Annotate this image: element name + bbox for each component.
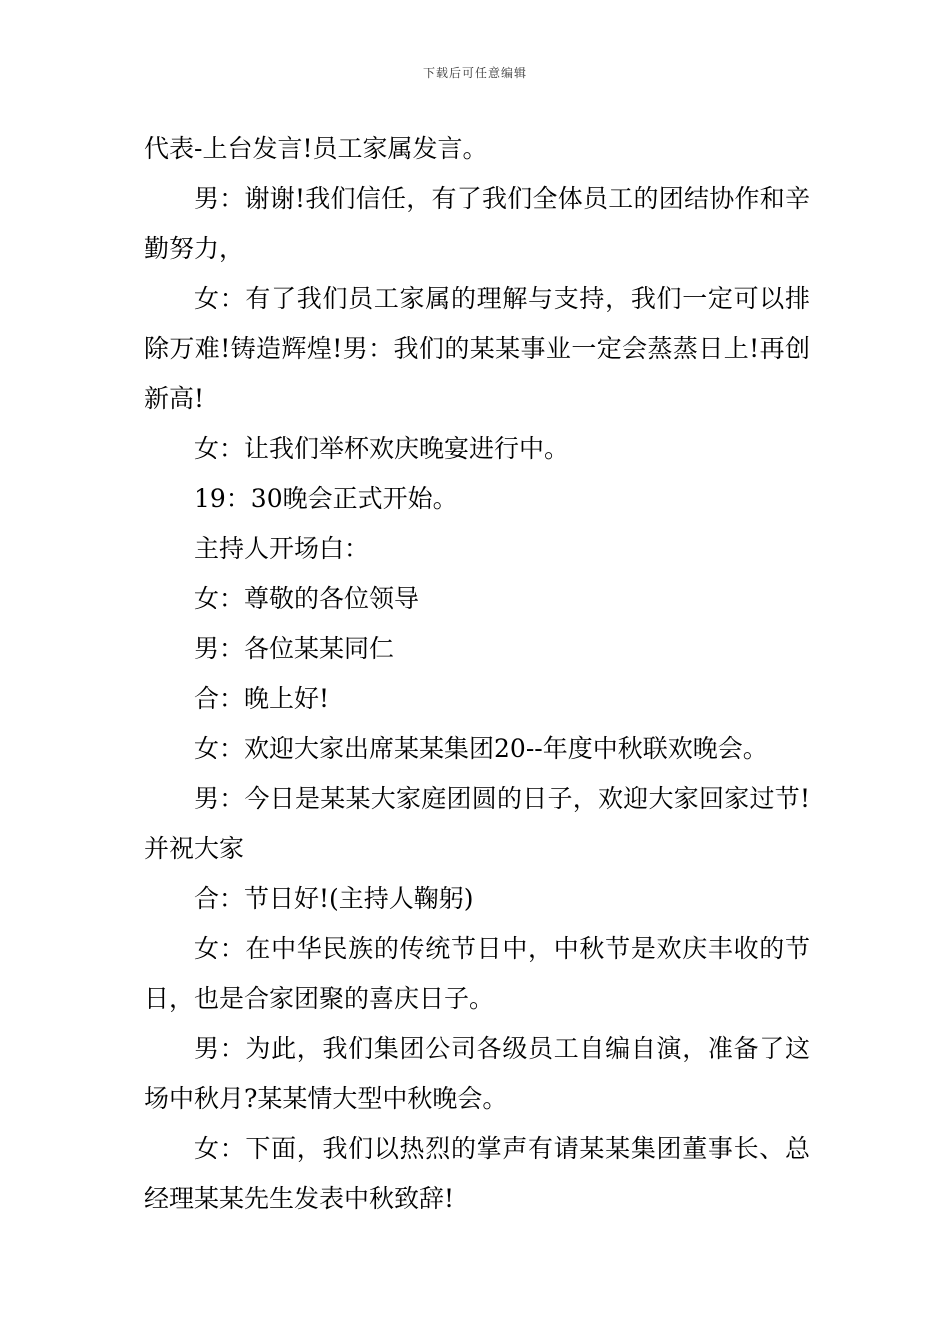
document-body: [144, 124, 810, 1224]
paragraph: 主持人开场白：: [194, 534, 370, 563]
paragraph: 女：让我们举杯欢庆晚宴进行中。: [194, 434, 570, 463]
paragraph: 男：谢谢!我们信任，有了我们全体员工的团结协作和辛勤努力，: [144, 184, 810, 263]
paragraph: 女：欢迎大家出席某某集团20--年度中秋联欢晚会。: [194, 734, 768, 763]
paragraph: 合：节日好!(主持人鞠躬): [194, 884, 474, 913]
paragraph: 代表-上台发言!员工家属发言。: [144, 134, 488, 163]
paragraph: 男：各位某某同仁: [194, 634, 395, 663]
paragraph: 合：晚上好!: [194, 684, 330, 713]
paragraph: 男：为此，我们集团公司各级员工自编自演，准备了这场中秋月?某某情大型中秋晚会。: [144, 1034, 810, 1113]
paragraph: 男：今日是某某大家庭团圆的日子，欢迎大家回家过节!并祝大家: [144, 784, 810, 863]
paragraph: 女：尊敬的各位领导: [194, 584, 420, 613]
paragraph: 19：30晚会正式开始。: [194, 484, 458, 513]
paragraph: 女：有了我们员工家属的理解与支持，我们一定可以排除万难!铸造辉煌!男：我们的某某事业一定会蒸蒸日上!再创新高!: [144, 284, 810, 413]
page-header: 下载后可任意编辑: [422, 66, 527, 80]
paragraph: 女：在中华民族的传统节日中，中秋节是欢庆丰收的节日，也是合家团聚的喜庆日子。: [144, 934, 810, 1013]
paragraph: 女：下面，我们以热烈的掌声有请某某集团董事长、总经理某某先生发表中秋致辞!: [144, 1134, 810, 1213]
